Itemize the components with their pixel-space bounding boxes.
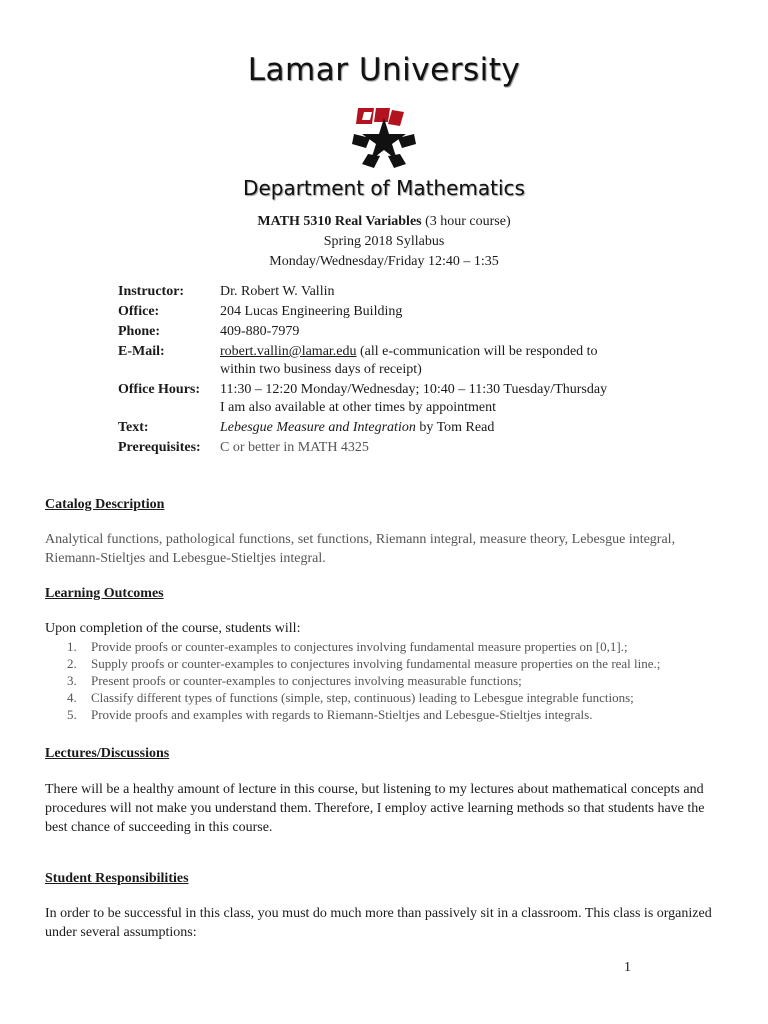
outcome-text: Supply proofs or counter-examples to conjectures involving fundamental measure properties on the real line.;: [91, 656, 661, 671]
info-row-text: [118, 419, 718, 437]
email-value: [220, 343, 718, 379]
office-label: Office:: [118, 304, 160, 319]
email-link[interactable]: robert.vallin@lamar.edu: [220, 344, 357, 359]
course-schedule: Monday/Wednesday/Friday 12:40 – 1:35: [269, 254, 499, 269]
prerequisites-label: Prerequisites:: [118, 440, 201, 455]
course-header: [0, 212, 768, 272]
info-row-office-hours: [118, 381, 718, 417]
office-hours-label: Office Hours:: [118, 382, 201, 397]
info-row-phone: [118, 323, 718, 341]
outcomes-intro: Upon completion of the course, students will:: [45, 621, 301, 636]
outcomes-list: [45, 638, 725, 723]
outcome-item: [45, 638, 725, 655]
department-title: Department of Mathematics: [243, 176, 525, 200]
course-term: Spring 2018 Syllabus: [323, 234, 445, 249]
lectures-heading: Lectures/Discussions: [45, 746, 170, 761]
catalog-heading: Catalog Description: [45, 497, 165, 512]
outcome-text: Provide proofs or counter-examples to conjectures involving fundamental measure properties on [0,1].;: [91, 639, 628, 654]
course-title-line: [0, 212, 768, 232]
outcome-item: [45, 689, 725, 706]
outcomes-section: [45, 584, 725, 723]
instructor-label: Instructor:: [118, 284, 185, 299]
outcome-item: [45, 655, 725, 672]
outcome-number: 3.: [67, 673, 77, 688]
text-value: [220, 419, 718, 437]
responsibilities-heading: Student Responsibilities: [45, 871, 189, 886]
responsibilities-body: In order to be successful in this class, you must do much more than passively sit in a classroom. This class is organized under several assumptions:: [45, 906, 712, 940]
instructor-info: [118, 283, 718, 459]
info-row-email: [118, 343, 718, 379]
phone-label: Phone:: [118, 324, 160, 339]
university-title: Lamar University: [247, 52, 521, 88]
email-note-1: (all e-communication will be responded to: [356, 344, 598, 359]
office-value: 204 Lucas Engineering Building: [220, 304, 403, 319]
email-label: E-Mail:: [118, 344, 165, 359]
outcome-text: Provide proofs and examples with regards to Riemann-Stieltjes and Lebesgue-Stieltjes integrals.: [91, 707, 593, 722]
lamar-star-logo-icon: [344, 104, 424, 172]
office-hours-line-2: I am also available at other times by appointment: [220, 400, 497, 415]
outcome-item: [45, 706, 725, 723]
course-code: MATH 5310: [257, 214, 332, 229]
outcome-item: [45, 672, 725, 689]
responsibilities-section: [45, 869, 725, 942]
info-row-prerequisites: [118, 439, 718, 457]
outcome-number: 2.: [67, 656, 77, 671]
lectures-body: There will be a healthy amount of lecture in this course, but listening to my lectures about mathematical concepts and procedures will not make you understand them. Therefore, I employ active learning methods so that students have the best chance of succeeding in this course.: [45, 782, 705, 835]
text-label: Text:: [118, 420, 149, 435]
info-row-office: [118, 303, 718, 321]
outcome-text: Classify different types of functions (simple, step, continuous) leading to Lebesgue integrable functions;: [91, 690, 634, 705]
outcome-number: 4.: [67, 690, 77, 705]
catalog-section: [45, 495, 725, 568]
course-name: Real Variables: [334, 214, 422, 229]
catalog-body: Analytical functions, pathological functions, set functions, Riemann integral, measure theory, Lebesgue integral, Riemann-Stieltjes and Lebesgue-Stieltjes integral.: [45, 532, 676, 566]
info-row-instructor: [118, 283, 718, 301]
outcome-number: 1.: [67, 639, 77, 654]
outcomes-heading: Learning Outcomes: [45, 586, 164, 601]
course-hours: (3 hour course): [425, 214, 511, 229]
text-author: by Tom Read: [415, 420, 495, 435]
phone-value: 409-880-7979: [220, 324, 300, 339]
instructor-value: Dr. Robert W. Vallin: [220, 284, 335, 299]
text-title: Lebesgue Measure and Integration: [220, 420, 416, 435]
office-hours-value: [220, 381, 718, 417]
outcome-text: Present proofs or counter-examples to conjectures involving measurable functions;: [91, 673, 522, 688]
email-note-2: within two business days of receipt): [220, 362, 422, 377]
office-hours-line-1: 11:30 – 12:20 Monday/Wednesday; 10:40 – 11:30 Tuesday/Thursday: [220, 382, 608, 397]
page-number: 1: [624, 960, 631, 975]
lectures-section: [45, 744, 725, 837]
prerequisites-value: C or better in MATH 4325: [220, 440, 369, 455]
outcome-number: 5.: [67, 707, 77, 722]
